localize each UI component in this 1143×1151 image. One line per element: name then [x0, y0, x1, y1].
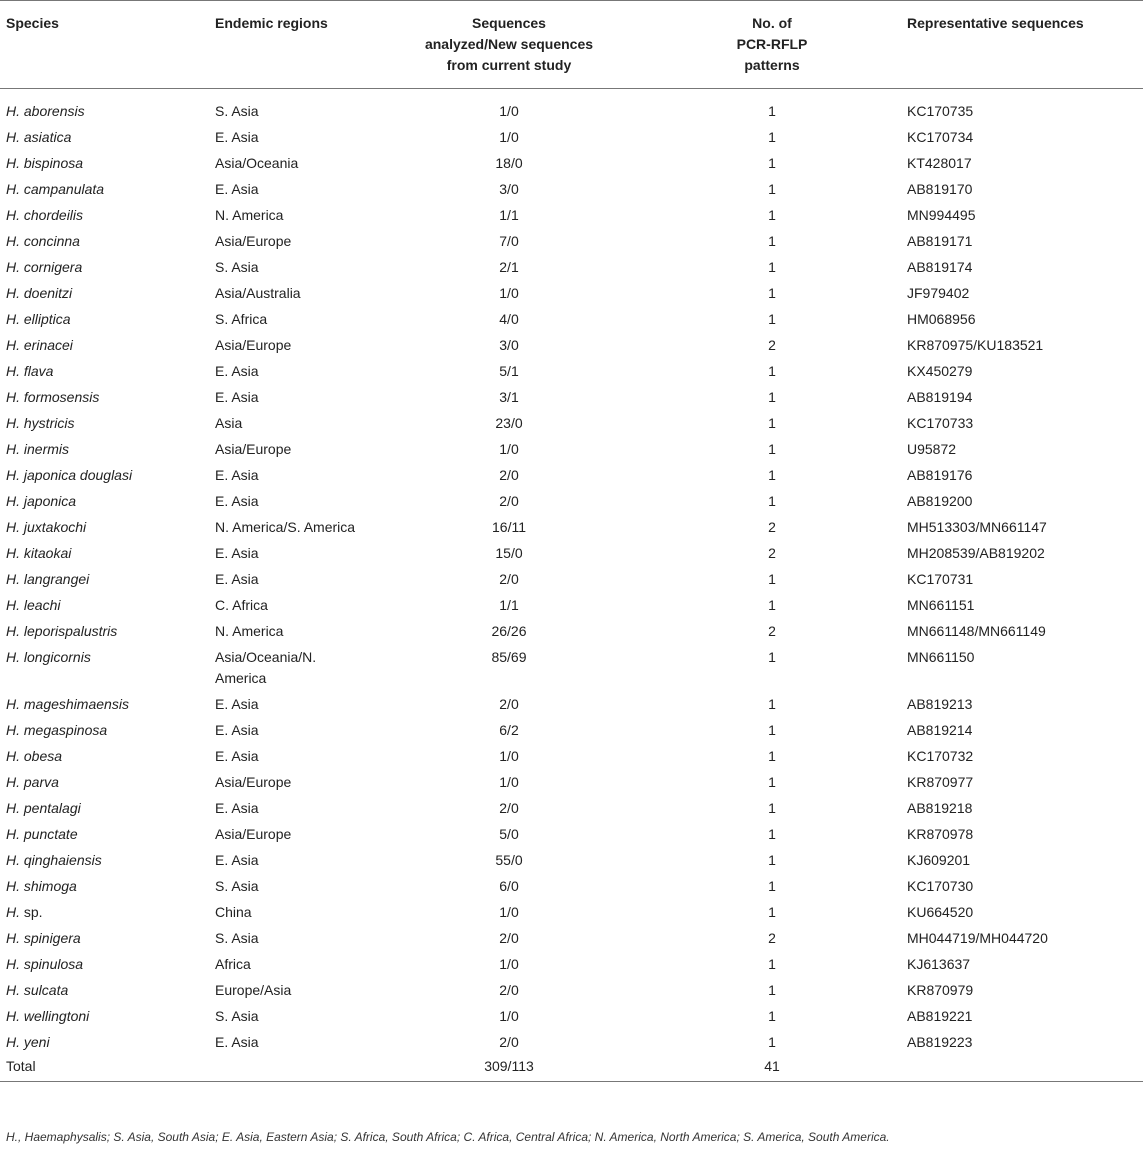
species-cell: H. sulcata	[6, 982, 69, 998]
region-cell: S. Asia	[215, 1008, 259, 1024]
species-cell: H. mageshimaensis	[6, 696, 129, 712]
representative-cell: MN661148/MN661149	[907, 623, 1046, 639]
table-row	[0, 718, 1143, 744]
sequences-cell: 6/0	[499, 878, 519, 894]
sequences-cell: 1/0	[499, 441, 519, 457]
sequences-cell: 5/0	[499, 826, 519, 842]
species-qualifier: sp.	[23, 904, 43, 920]
representative-cell: AB819213	[907, 696, 973, 712]
patterns-cell: 1	[768, 441, 776, 457]
region-cell: C. Africa	[215, 597, 268, 613]
table-row	[0, 541, 1143, 567]
region-cell: E. Asia	[215, 852, 259, 868]
species-cell: H. sp.	[6, 904, 43, 920]
species-cell: H. japonica douglasi	[6, 467, 133, 483]
table-row	[0, 333, 1143, 359]
region-cell: E. Asia	[215, 363, 259, 379]
table-row	[0, 385, 1143, 411]
representative-cell: KT428017	[907, 155, 972, 171]
table-row	[0, 645, 1143, 692]
patterns-cell: 1	[768, 571, 776, 587]
species-cell: H. punctate	[6, 826, 78, 842]
region-cell: Asia/Europe	[215, 826, 292, 842]
species-cell: H. elliptica	[6, 311, 71, 327]
region-cell: China	[215, 904, 252, 920]
sequences-cell: 4/0	[499, 311, 519, 327]
table-row	[0, 900, 1143, 926]
table-row	[0, 744, 1143, 770]
patterns-cell: 1	[768, 389, 776, 405]
region-cell: Asia	[215, 415, 243, 431]
sequences-cell: 2/0	[499, 1034, 519, 1050]
table-row	[0, 125, 1143, 151]
species-cell: H. langrangei	[6, 571, 90, 587]
species-cell: H. flava	[6, 363, 54, 379]
representative-cell: KU664520	[907, 904, 974, 920]
sequences-cell: 1/0	[499, 1008, 519, 1024]
table-row	[0, 203, 1143, 229]
species-cell: H. juxtakochi	[6, 519, 87, 535]
region-cell: S. Asia	[215, 878, 259, 894]
representative-cell: AB819223	[907, 1034, 973, 1050]
sequences-cell: 2/0	[499, 930, 519, 946]
representative-cell: KR870975/KU183521	[907, 337, 1044, 353]
table-row	[0, 437, 1143, 463]
patterns-cell: 1	[768, 748, 776, 764]
patterns-cell: 2	[768, 930, 776, 946]
representative-cell: KC170735	[907, 103, 974, 119]
sequences-cell: 1/1	[499, 597, 519, 613]
sequences-cell: 23/0	[495, 415, 523, 431]
total-sequences: 309/113	[372, 1056, 646, 1082]
species-cell: H. spinigera	[6, 930, 81, 946]
patterns-cell: 1	[768, 493, 776, 509]
representative-cell: JF979402	[907, 285, 970, 301]
header-representative: Representative sequences	[898, 1, 1143, 89]
representative-cell: MH513303/MN661147	[907, 519, 1047, 535]
sequences-cell: 1/0	[499, 956, 519, 972]
species-cell: H. shimoga	[6, 878, 77, 894]
region-cell: Asia/Europe	[215, 337, 292, 353]
sequences-cell: 16/11	[492, 519, 526, 535]
header-row	[0, 1, 1143, 89]
sequences-cell: 2/0	[499, 800, 519, 816]
region-cell: Asia/Europe	[215, 233, 292, 249]
representative-cell: AB819194	[907, 389, 973, 405]
header-patterns-line1: No. of	[752, 15, 792, 31]
species-cell: H. pentalagi	[6, 800, 81, 816]
header-regions: Endemic regions	[202, 1, 372, 89]
header-patterns-line3: patterns	[744, 57, 800, 73]
species-cell: H. campanulata	[6, 181, 105, 197]
patterns-cell: 1	[768, 982, 776, 998]
region-cell: Europe/Asia	[215, 982, 292, 998]
patterns-cell: 2	[768, 545, 776, 561]
representative-cell: MH044719/MH044720	[907, 930, 1048, 946]
patterns-cell: 1	[768, 181, 776, 197]
sequences-cell: 26/26	[491, 623, 527, 639]
species-cell: H. erinacei	[6, 337, 73, 353]
table-row	[0, 952, 1143, 978]
representative-cell: AB819200	[907, 493, 973, 509]
representative-cell: MN661151	[907, 597, 975, 613]
table-footnote: H., Haemaphysalis; S. Asia, South Asia; E. Asia, Eastern Asia; S. Africa, South Africa; C. Africa, Central Africa; N. America, North America; S. America, South America.	[6, 1130, 890, 1144]
patterns-cell: 1	[768, 311, 776, 327]
representative-cell: KJ609201	[907, 852, 971, 868]
patterns-cell: 2	[768, 337, 776, 353]
species-cell: H. yeni	[6, 1034, 50, 1050]
region-cell: E. Asia	[215, 545, 259, 561]
patterns-cell: 1	[768, 155, 776, 171]
species-cell: H. cornigera	[6, 259, 83, 275]
species-cell: H. asiatica	[6, 129, 72, 145]
representative-cell: MN994495	[907, 207, 976, 223]
header-species: Species	[0, 1, 202, 89]
patterns-cell: 2	[768, 519, 776, 535]
region-cell: S. Africa	[215, 311, 268, 327]
representative-cell: KC170732	[907, 748, 974, 764]
region-cell: N. America/S. America	[215, 519, 356, 535]
species-cell: H. concinna	[6, 233, 80, 249]
table-row	[0, 874, 1143, 900]
sequences-cell: 2/1	[499, 259, 519, 275]
region-cell: E. Asia	[215, 181, 259, 197]
sequences-cell: 3/1	[499, 389, 519, 405]
region-cell: E. Asia	[215, 467, 259, 483]
region-cell: E. Asia	[215, 722, 259, 738]
sequences-cell: 1/0	[499, 774, 519, 790]
table-body	[0, 89, 1143, 1082]
table-row	[0, 619, 1143, 645]
representative-cell: AB819171	[907, 233, 973, 249]
region-cell: Asia/Oceania/N. America	[215, 649, 317, 686]
patterns-cell: 1	[768, 259, 776, 275]
representative-cell: KR870977	[907, 774, 974, 790]
patterns-cell: 1	[768, 363, 776, 379]
representative-cell: KR870978	[907, 826, 974, 842]
table-row	[0, 692, 1143, 718]
species-cell: H. leachi	[6, 597, 61, 613]
table-row	[0, 255, 1143, 281]
representative-cell: MN661150	[907, 649, 975, 665]
table-row	[0, 177, 1143, 203]
patterns-cell: 1	[768, 285, 776, 301]
representative-cell: KJ613637	[907, 956, 971, 972]
sequences-cell: 3/0	[499, 181, 519, 197]
region-cell: E. Asia	[215, 389, 259, 405]
representative-cell: KC170734	[907, 129, 974, 145]
table-row	[0, 593, 1143, 619]
sequences-cell: 85/69	[491, 649, 527, 665]
species-cell: H. formosensis	[6, 389, 100, 405]
sequences-cell: 5/1	[499, 363, 519, 379]
region-cell: Asia/Australia	[215, 285, 301, 301]
patterns-cell: 1	[768, 1034, 776, 1050]
sequences-cell: 3/0	[499, 337, 519, 353]
patterns-cell: 1	[768, 774, 776, 790]
region-cell: E. Asia	[215, 748, 259, 764]
representative-cell: KC170733	[907, 415, 974, 431]
patterns-cell: 1	[768, 233, 776, 249]
sequences-cell: 1/0	[499, 129, 519, 145]
table-row	[0, 463, 1143, 489]
total-rep	[898, 1056, 1143, 1082]
region-cell: Asia/Europe	[215, 441, 292, 457]
species-cell: H. aborensis	[6, 103, 85, 119]
region-cell: S. Asia	[215, 930, 259, 946]
patterns-cell: 1	[768, 696, 776, 712]
table-row	[0, 1030, 1143, 1056]
total-region	[202, 1056, 372, 1082]
sequences-cell: 1/0	[499, 103, 519, 119]
patterns-cell: 1	[768, 415, 776, 431]
representative-cell: AB819170	[907, 181, 973, 197]
species-cell: H. chordeilis	[6, 207, 84, 223]
representative-cell: AB819174	[907, 259, 973, 275]
species-cell: H. qinghaiensis	[6, 852, 102, 868]
sequences-cell: 2/0	[499, 571, 519, 587]
table-row	[0, 515, 1143, 541]
species-cell: H. japonica	[6, 493, 77, 509]
representative-cell: AB819218	[907, 800, 973, 816]
header-sequences-line2: analyzed/New sequences	[424, 36, 594, 52]
table-row	[0, 151, 1143, 177]
sequences-cell: 2/0	[499, 982, 519, 998]
sequences-cell: 1/0	[499, 285, 519, 301]
representative-cell: KX450279	[907, 363, 973, 379]
region-cell: S. Asia	[215, 259, 259, 275]
header-patterns-line2: PCR-RFLP	[736, 36, 808, 52]
sequences-cell: 2/0	[499, 467, 519, 483]
representative-cell: AB819221	[907, 1008, 973, 1024]
table-row	[0, 229, 1143, 255]
header-sequences-line3: from current study	[446, 57, 572, 73]
species-cell: H. longicornis	[6, 649, 91, 665]
table-row	[0, 89, 1143, 126]
table-row	[0, 489, 1143, 515]
table-row	[0, 822, 1143, 848]
header-sequences	[372, 1, 646, 89]
region-cell: E. Asia	[215, 696, 259, 712]
region-cell: Asia/Europe	[215, 774, 292, 790]
region-cell: E. Asia	[215, 493, 259, 509]
species-cell: H. spinulosa	[6, 956, 84, 972]
species-cell: H. hystricis	[6, 415, 75, 431]
representative-cell: U95872	[907, 441, 957, 457]
sequences-cell: 1/1	[499, 207, 519, 223]
total-label: Total	[0, 1056, 202, 1082]
region-cell: E. Asia	[215, 571, 259, 587]
species-cell: H. kitaokai	[6, 545, 72, 561]
table-row	[0, 926, 1143, 952]
sequences-cell: 1/0	[499, 748, 519, 764]
table-row	[0, 1004, 1143, 1030]
region-cell: S. Asia	[215, 103, 259, 119]
patterns-cell: 1	[768, 467, 776, 483]
region-cell: E. Asia	[215, 1034, 259, 1050]
patterns-cell: 1	[768, 722, 776, 738]
patterns-cell: 1	[768, 878, 776, 894]
table-row	[0, 281, 1143, 307]
patterns-cell: 1	[768, 956, 776, 972]
region-cell: E. Asia	[215, 800, 259, 816]
region-cell: Africa	[215, 956, 251, 972]
species-cell: H. bispinosa	[6, 155, 84, 171]
header-patterns	[646, 1, 898, 89]
patterns-cell: 1	[768, 852, 776, 868]
sequences-cell: 2/0	[499, 696, 519, 712]
representative-cell: KC170730	[907, 878, 974, 894]
table-header	[0, 1, 1143, 89]
total-row	[0, 1056, 1143, 1082]
region-cell: Asia/Oceania	[215, 155, 299, 171]
species-cell: H. parva	[6, 774, 59, 790]
table-row	[0, 359, 1143, 385]
patterns-cell: 2	[768, 623, 776, 639]
table-row	[0, 307, 1143, 333]
species-cell: H. wellingtoni	[6, 1008, 90, 1024]
patterns-cell: 1	[768, 826, 776, 842]
header-sequences-line1: Sequences	[472, 15, 546, 31]
species-cell: H. inermis	[6, 441, 70, 457]
representative-cell: KR870979	[907, 982, 974, 998]
patterns-cell: 1	[768, 129, 776, 145]
representative-cell: MH208539/AB819202	[907, 545, 1045, 561]
sequences-cell: 18/0	[495, 155, 523, 171]
sequences-cell: 15/0	[495, 545, 523, 561]
patterns-cell: 1	[768, 597, 776, 613]
table-row	[0, 770, 1143, 796]
total-patterns: 41	[646, 1056, 898, 1082]
patterns-cell: 1	[768, 649, 776, 665]
patterns-cell: 1	[768, 1008, 776, 1024]
region-cell: N. America	[215, 623, 284, 639]
patterns-cell: 1	[768, 103, 776, 119]
region-cell: N. America	[215, 207, 284, 223]
patterns-cell: 1	[768, 207, 776, 223]
patterns-cell: 1	[768, 904, 776, 920]
species-cell: H. megaspinosa	[6, 722, 108, 738]
sequences-cell: 7/0	[499, 233, 519, 249]
table-row	[0, 796, 1143, 822]
representative-cell: AB819176	[907, 467, 973, 483]
table-row	[0, 978, 1143, 1004]
representative-cell: HM068956	[907, 311, 976, 327]
representative-cell: KC170731	[907, 571, 974, 587]
sequences-cell: 2/0	[499, 493, 519, 509]
sequences-cell: 1/0	[499, 904, 519, 920]
representative-cell: AB819214	[907, 722, 973, 738]
sequences-cell: 6/2	[499, 722, 519, 738]
sequences-cell: 55/0	[495, 852, 523, 868]
table-row	[0, 411, 1143, 437]
table-row	[0, 567, 1143, 593]
table-row	[0, 848, 1143, 874]
species-cell: H. obesa	[6, 748, 63, 764]
species-cell: H. leporispalustris	[6, 623, 118, 639]
region-cell: E. Asia	[215, 129, 259, 145]
species-cell: H. doenitzi	[6, 285, 73, 301]
patterns-cell: 1	[768, 800, 776, 816]
